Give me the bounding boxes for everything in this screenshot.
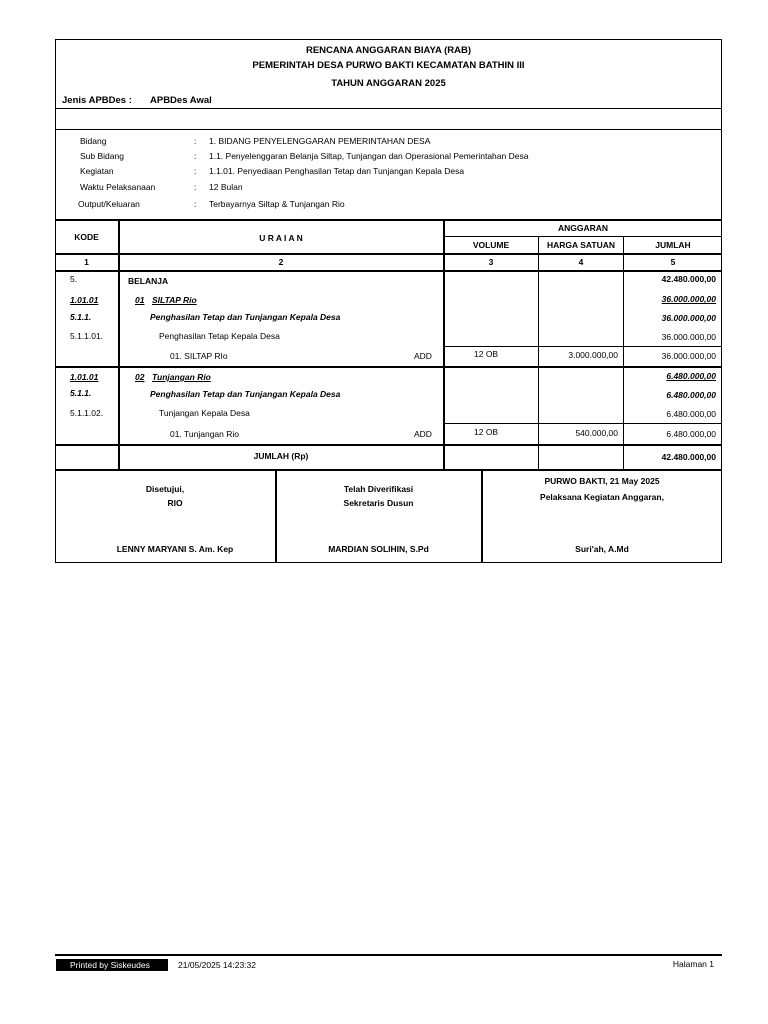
info-value-waktu: 12 Bulan	[209, 182, 243, 192]
row-siltap-no: 01	[135, 295, 145, 305]
sign3-line2: Pelaksana Kegiatan Anggaran,	[540, 492, 664, 502]
row-tunj-item-uraian: 01. Tunjangan Rio	[170, 429, 239, 439]
total-label: JUMLAH (Rp)	[253, 451, 309, 461]
jenis-label: Jenis APBDes :	[62, 95, 132, 106]
row-tunj-sub-uraian: Penghasilan Tetap dan Tunjangan Kepala Desa	[150, 389, 341, 399]
sign1-name: LENNY MARYANI S. Am. Kep	[116, 544, 234, 554]
row-divider	[443, 423, 722, 424]
doc-year: TAHUN ANGGARAN 2025	[331, 78, 446, 89]
col-num-5: 5	[670, 257, 676, 267]
row-tunj-item-harga: 540.000,00	[575, 428, 618, 438]
info-value-subbidang: 1.1. Penyelenggaran Belanja Siltap, Tunjangan dan Operasional Pemerintahan Desa	[209, 151, 529, 161]
info-value-bidang: 1. BIDANG PENYELENGGARAN PEMERINTAHAN DESA	[209, 136, 431, 146]
info-value-output: Terbayarnya Siltap & Tunjangan Rio	[209, 199, 345, 209]
row-belanja-kode: 5.	[70, 274, 78, 284]
col-num-1: 1	[84, 257, 89, 267]
sign1-line2: RIO	[167, 498, 183, 508]
row-siltap-kode: 1.01.01	[70, 295, 99, 305]
row-divider	[55, 469, 722, 471]
row-siltap-item-jumlah: 36.000.000,00	[661, 351, 716, 361]
row-tunj-acc-uraian: Tunjangan Kepala Desa	[159, 408, 250, 418]
row-tunj-acc-kode: 5.1.1.02.	[70, 408, 104, 418]
doc-title: RENCANA ANGGARAN BIAYA (RAB)	[305, 45, 472, 56]
sign3-name: Suri'ah, A.Md	[575, 544, 629, 554]
sign1-line1: Disetujui,	[145, 484, 185, 494]
row-siltap-acc-uraian: Penghasilan Tetap Kepala Desa	[159, 331, 280, 341]
page-number: Halaman 1	[672, 959, 714, 969]
row-tunj-no: 02	[135, 372, 145, 382]
row-siltap-item-harga: 3.000.000,00	[568, 350, 618, 360]
jenis-value: APBDes Awal	[150, 95, 212, 106]
row-tunj-sub-jumlah: 6.480.000,00	[666, 390, 716, 400]
printed-at: 21/05/2025 14:23:32	[178, 960, 256, 970]
row-siltap-jumlah: 36.000.000,00	[661, 294, 716, 304]
sign2-name: MARDIAN SOLIHIN, S.Pd	[328, 544, 429, 554]
row-tunj-item-jumlah: 6.480.000,00	[666, 429, 716, 439]
divider	[55, 270, 722, 272]
head-kode: KODE	[74, 232, 99, 242]
row-tunj-acc-jumlah: 6.480.000,00	[666, 409, 716, 419]
info-label-output: Output/Keluaran	[78, 199, 140, 209]
row-siltap-sub-kode: 5.1.1.	[70, 312, 92, 322]
row-belanja-jumlah: 42.480.000,00	[661, 274, 716, 284]
sign2-line1: Telah Diverifikasi	[343, 484, 414, 494]
info-sep: :	[194, 182, 197, 192]
head-harga: HARGA SATUAN	[547, 240, 615, 250]
divider	[55, 253, 722, 255]
row-siltap-acc-kode: 5.1.1.01.	[70, 331, 104, 341]
row-tunj-item-sumber: ADD	[414, 429, 432, 439]
row-siltap-sub-jumlah: 36.000.000,00	[661, 313, 716, 323]
info-sep: :	[194, 136, 197, 146]
divider	[443, 236, 722, 237]
footer-rule	[55, 954, 722, 956]
row-tunj-kode: 1.01.01	[70, 372, 99, 382]
row-siltap-item-sumber: ADD	[414, 351, 432, 361]
row-divider	[443, 346, 722, 347]
head-uraian: U R A I A N	[259, 233, 303, 243]
col-num-2: 2	[278, 257, 284, 267]
info-sep: :	[194, 151, 197, 161]
row-siltap-acc-jumlah: 36.000.000,00	[661, 332, 716, 342]
row-tunj-item-volume: 12 OB	[474, 427, 499, 437]
row-tunj-sub-kode: 5.1.1.	[70, 388, 92, 398]
info-sep: :	[194, 199, 197, 209]
info-value-kegiatan: 1.1.01. Penyediaan Penghasilan Tetap dan Tunjangan Kepala Desa	[209, 166, 465, 176]
divider	[55, 219, 722, 221]
row-siltap-sub-uraian: Penghasilan Tetap dan Tunjangan Kepala Desa	[150, 312, 341, 322]
row-siltap-uraian: SILTAP Rio	[152, 295, 197, 305]
row-divider	[55, 444, 722, 446]
row-divider	[55, 366, 722, 368]
head-jumlah: JUMLAH	[655, 240, 691, 250]
info-label-kegiatan: Kegiatan	[80, 166, 114, 176]
info-sep: :	[194, 166, 197, 176]
divider	[55, 108, 722, 109]
row-siltap-item-volume: 12 OB	[474, 349, 499, 359]
info-label-bidang: Bidang	[80, 136, 107, 146]
head-anggaran: ANGGARAN	[557, 223, 609, 233]
head-volume: VOLUME	[472, 240, 510, 250]
sign3-line1: PURWO BAKTI, 21 May 2025	[544, 476, 660, 486]
col-num-4: 4	[578, 257, 584, 267]
divider	[55, 129, 722, 130]
total-value: 42.480.000,00	[661, 452, 716, 462]
row-tunj-jumlah: 6.480.000,00	[666, 371, 716, 381]
col-num-3: 3	[488, 257, 494, 267]
sign2-line2: Sekretaris Dusun	[343, 498, 414, 508]
row-tunj-uraian: Tunjangan Rio	[152, 372, 211, 382]
printed-by-badge: Printed by Siskeudes	[56, 959, 168, 971]
doc-subtitle: PEMERINTAH DESA PURWO BAKTI KECAMATAN BATHIN III	[252, 60, 525, 71]
info-label-waktu: Waktu Pelaksanaan	[80, 182, 156, 192]
info-label-subbidang: Sub Bidang	[80, 151, 124, 161]
row-siltap-item-uraian: 01. SILTAP RIo	[170, 351, 228, 361]
row-belanja-uraian: BELANJA	[128, 276, 169, 286]
